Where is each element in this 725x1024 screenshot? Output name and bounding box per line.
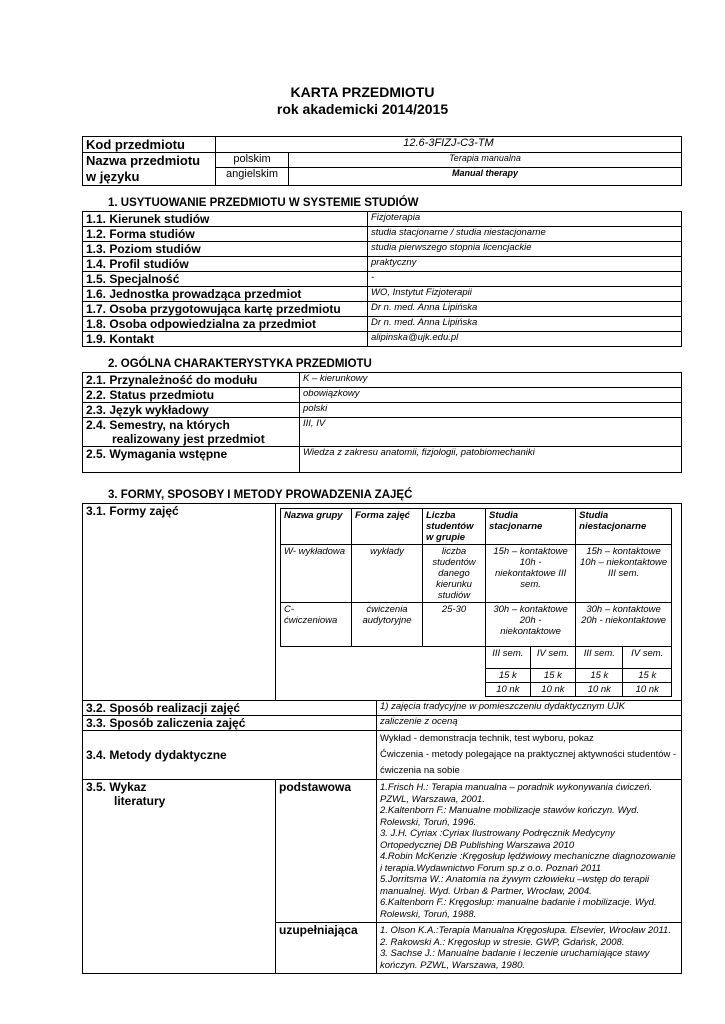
methods-label: 3.4. Metody dydaktyczne bbox=[83, 731, 377, 780]
w-stat: 15h – kontaktowe 10h - niekontaktowe III sem. bbox=[486, 545, 576, 603]
grading-label: 3.3. Sposób zaliczenia zajęć bbox=[83, 716, 377, 731]
nstat-sem-iv: IV sem. bbox=[623, 647, 672, 669]
section3-title: 3. FORMY, SPOSOBY I METODY PROWADZENIA ZAJĘĆ bbox=[108, 489, 413, 501]
requirements-value: Wiedza z zakresu anatomii, fizjologii, patobiomechaniki bbox=[300, 447, 682, 473]
section1-row-value: alipinska@ujk.edu.pl bbox=[368, 332, 682, 347]
section1-row-label: 1.6. Jednostka prowadząca przedmiot bbox=[83, 287, 368, 302]
section1-row-value: Dr n. med. Anna Lipińska bbox=[368, 302, 682, 317]
literature-item: 1. Olson K.A.:Terapia Manualna Kręgosłupa. Elsevier, Wrocław 2011. bbox=[380, 925, 671, 936]
semesters-value: III, IV bbox=[300, 418, 682, 447]
th-stat: Studia stacjonarne bbox=[486, 509, 576, 545]
code-value: 12.6-3FIZJ-C3-TM bbox=[216, 137, 682, 153]
literature-item: 2.Kaltenborn F.: Manualne mobilizacje stawów kończyn. Wyd. Rolewski, Toruń, 1996. bbox=[380, 805, 640, 828]
code-label: Kod przedmiotu bbox=[83, 137, 216, 153]
realization-label: 3.2. Sposób realizacji zajęć bbox=[83, 701, 377, 716]
w-nstat: 15h – kontaktowe 10h – niekontaktowe III sem. bbox=[576, 545, 672, 603]
c-nstat: 30h – kontaktowe 20h - niekontaktowe bbox=[576, 603, 672, 647]
section1-row-value: WO, Instytut Fizjoterapii bbox=[368, 287, 682, 302]
basic-literature-label: podstawowa bbox=[276, 780, 377, 923]
literature-item: 4.Robin McKenzie :Kręgosłup lędźwiowy mechaniczne diagnozowanie i terapia.Wydawnictwo Forum sp.z o.o. Poznań 2011 bbox=[380, 851, 676, 874]
literature-label: 3.5. Wykaz literatury bbox=[83, 780, 276, 974]
section1-row-value: - bbox=[368, 272, 682, 287]
subject-id-table bbox=[82, 136, 682, 186]
literature-item: 1.Frisch H.: Terapia manualna – poradnik wykonywania ćwiczeń. PZWL, Warszawa, 2001. bbox=[380, 782, 653, 805]
nstat-iii-k: 15 k bbox=[576, 669, 623, 683]
c-group: C- ćwiczeniowa bbox=[281, 603, 352, 647]
c-form: ćwiczenia audytoryjne bbox=[352, 603, 423, 647]
section1-row-label: 1.7. Osoba przygotowująca kartę przedmiotu bbox=[83, 302, 368, 317]
c-count: 25-30 bbox=[423, 603, 486, 647]
module-value: K – kierunkowy bbox=[300, 373, 682, 388]
stat-iv-nk: 10 nk bbox=[530, 683, 576, 697]
language-value: polski bbox=[300, 403, 682, 418]
section1-row-label: 1.8. Osoba odpowiedzialna za przedmiot bbox=[83, 317, 368, 332]
literature-item: 6.Kaltenborn F.: Kręgosłup: manualne badanie i mobilizacje. Wyd. Rolewski, Toruń, 1988. bbox=[380, 897, 657, 920]
module-label: 2.1. Przynależność do modułu bbox=[83, 373, 300, 388]
section1-table bbox=[82, 211, 682, 347]
nstat-iv-k: 15 k bbox=[623, 669, 672, 683]
stat-sem-iv: IV sem. bbox=[530, 647, 576, 669]
section1-row-label: 1.3. Poziom studiów bbox=[83, 242, 368, 257]
stat-iii-nk: 10 nk bbox=[486, 683, 531, 697]
lang-en: angielskim bbox=[216, 168, 289, 186]
section1-title: 1. USYTUOWANIE PRZEDMIOTU W SYSTEMIE STUDIÓW bbox=[108, 197, 419, 209]
basic-literature-list bbox=[377, 780, 682, 923]
literature-item: 2. Rakowski A.: Kręgosłup w stresie. GWP, Gdańsk, 2008. bbox=[380, 936, 625, 948]
section1-row-value: praktyczny bbox=[368, 257, 682, 272]
stat-iv-k: 15 k bbox=[530, 669, 576, 683]
status-value: obowiązkowy bbox=[300, 388, 682, 403]
literature-item: 3. Sachse J.: Manualne badanie i leczenie uruchamiające stawy kończyn. PZWL, Warszawa, 1980. bbox=[380, 948, 650, 971]
section1-row-label: 1.4. Profil studiów bbox=[83, 257, 368, 272]
nstat-sem-iii: III sem. bbox=[576, 647, 623, 669]
grading-value: zaliczenie z oceną bbox=[377, 716, 682, 731]
language-label: 2.3. Język wykładowy bbox=[83, 403, 300, 418]
supplementary-literature-list bbox=[377, 923, 682, 974]
section1-row-value: studia stacjonarne / studia niestacjonarne bbox=[368, 227, 682, 242]
forms-inner-table bbox=[280, 508, 672, 697]
page-title: KARTA PRZEDMIOTU bbox=[290, 84, 435, 100]
stat-iii-k: 15 k bbox=[486, 669, 531, 683]
literature-item: 5.Jorritsma W.: Anatomia na żywym człowieku –wstęp do terapii manualnej. Wyd. Urban & Partner, Wrocław, 2004. bbox=[380, 874, 650, 897]
section1-row-value: Fizjoterapia bbox=[368, 212, 682, 227]
w-count: liczba studentów danego kierunku studiów bbox=[423, 545, 486, 603]
section1-row-value: studia pierwszego stopnia licencjackie bbox=[368, 242, 682, 257]
section1-row-label: 1.1. Kierunek studiów bbox=[83, 212, 368, 227]
section3-table bbox=[82, 503, 682, 974]
name-pl: Terapia manualna bbox=[289, 153, 682, 168]
section2-title: 2. OGÓLNA CHARAKTERYSTYKA PRZEDMIOTU bbox=[108, 358, 372, 370]
semesters-label: 2.4. Semestry, na których realizowany jest przedmiot bbox=[83, 418, 300, 447]
c-stat: 30h – kontaktowe 20h - niekontaktowe bbox=[486, 603, 576, 647]
w-group: W- wykładowa bbox=[281, 545, 352, 603]
th-form: Forma zajęć bbox=[352, 509, 423, 545]
status-label: 2.2. Status przedmiotu bbox=[83, 388, 300, 403]
literature-item: 3. J.H. Cyriax :Cyriax Ilustrowany Podręcznik Medycyny Ortopedycznej DB Publishing Warszawa 2010 bbox=[380, 828, 615, 851]
nstat-iv-nk: 10 nk bbox=[623, 683, 672, 697]
nstat-iii-nk: 10 nk bbox=[576, 683, 623, 697]
stat-sem-iii: III sem. bbox=[486, 647, 531, 669]
section1-row-label: 1.2. Forma studiów bbox=[83, 227, 368, 242]
w-form: wykłady bbox=[352, 545, 423, 603]
section1-row-value: Dr n. med. Anna Lipińska bbox=[368, 317, 682, 332]
methods-value: Wykład - demonstracja technik, test wyboru, pokaz Ćwiczenia - metody polegające na praktycznej aktywności studentów - ćwiczenia na sobie bbox=[377, 731, 682, 780]
th-group: Nazwa grupy bbox=[281, 509, 352, 545]
forms-label: 3.1. Formy zajęć bbox=[83, 504, 276, 701]
lang-pl: polskim bbox=[216, 153, 289, 168]
supplementary-literature-label: uzupełniająca bbox=[276, 923, 377, 974]
section2-table bbox=[82, 372, 682, 473]
th-nstat: Studia niestacjonarne bbox=[576, 509, 672, 545]
page-subtitle: rok akademicki 2014/2015 bbox=[276, 101, 449, 117]
name-label: Nazwa przedmiotu w języku bbox=[83, 153, 216, 186]
th-count: Liczba studentów w grupie bbox=[423, 509, 486, 545]
realization-value: 1) zajęcia tradycyjne w pomieszczeniu dydaktycznym UJK bbox=[377, 701, 682, 716]
section1-row-label: 1.9. Kontakt bbox=[83, 332, 368, 347]
requirements-label: 2.5. Wymagania wstępne bbox=[83, 447, 300, 473]
name-en: Manual therapy bbox=[289, 168, 682, 186]
section1-row-label: 1.5. Specjalność bbox=[83, 272, 368, 287]
